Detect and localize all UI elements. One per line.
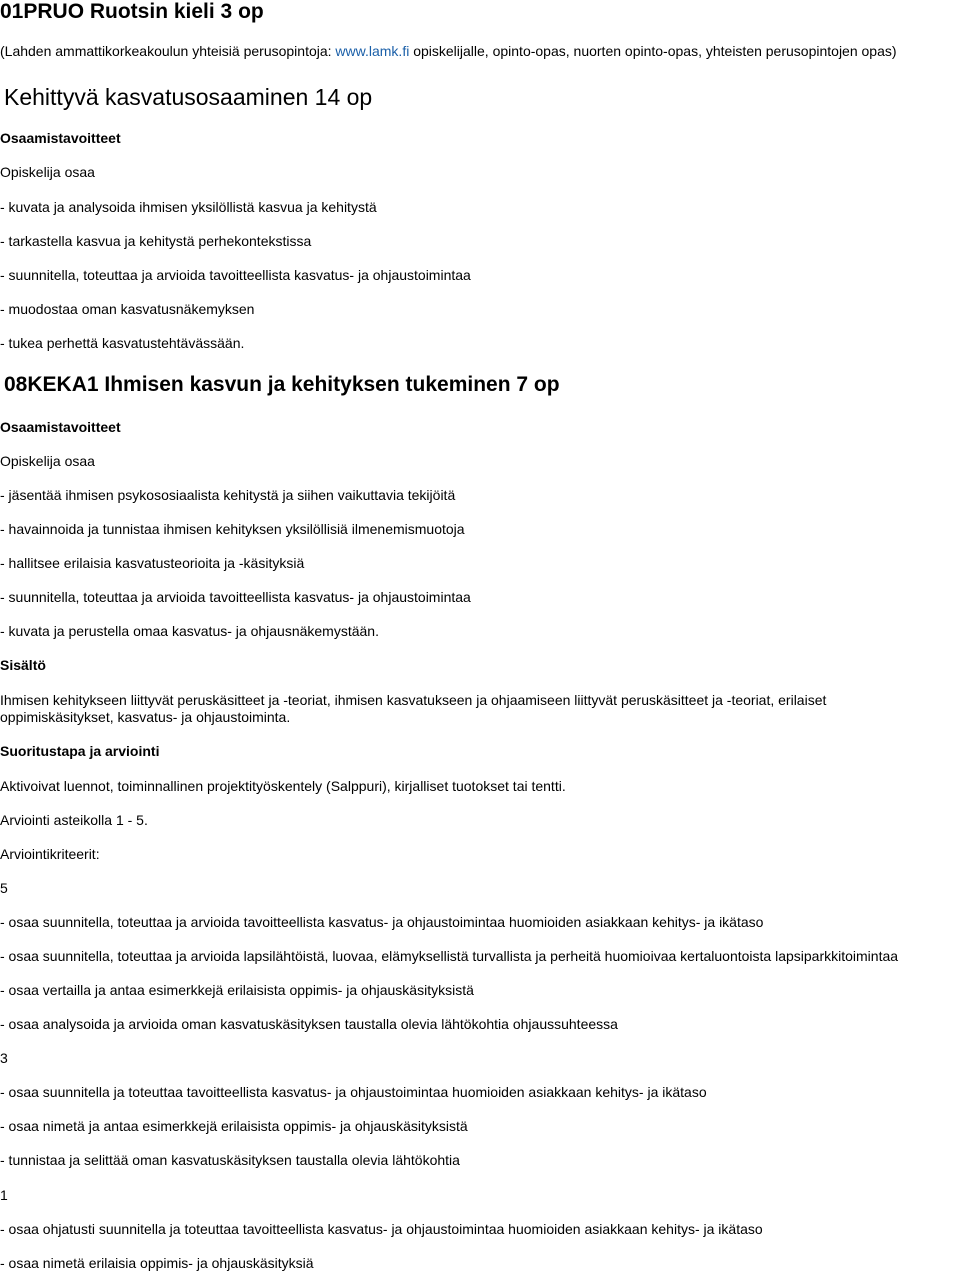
course-title: 01PRUO Ruotsin kieli 3 op bbox=[0, 0, 264, 23]
list-item: - suunnitella, toteuttaa ja arvioida tavoitteellista kasvatus- ja ohjaustoimintaa bbox=[0, 589, 471, 605]
criteria-item: - osaa ohjatusti suunnitella ja toteuttaa tavoitteellista kasvatus- ja ohjaustoimintaa huomioiden asiakkaan kehitys- ja ikätaso bbox=[0, 1221, 763, 1237]
list-item: - hallitsee erilaisia kasvatusteorioita ja -käsityksiä bbox=[0, 555, 305, 571]
list-item: - muodostaa oman kasvatusnäkemyksen bbox=[0, 301, 255, 317]
criteria-item: - osaa vertailla ja antaa esimerkkejä erilaisista oppimis- ja ohjauskäsityksistä bbox=[0, 982, 474, 998]
course-note-suffix: opiskelijalle, opinto-opas, nuorten opinto-opas, yhteisten perusopintojen opas) bbox=[409, 43, 897, 59]
criteria-item: - osaa analysoida ja arvioida oman kasvatuskäsityksen taustalla olevia lähtökohtia ohjaussuhteessa bbox=[0, 1016, 618, 1032]
list-item: - tukea perhettä kasvatustehtävässään. bbox=[0, 335, 245, 351]
goals-intro: Opiskelija osaa bbox=[0, 453, 95, 469]
lamk-link[interactable]: www.lamk.fi bbox=[335, 43, 410, 59]
list-item: - havainnoida ja tunnistaa ihmisen kehityksen yksilöllisiä ilmenemismuotoja bbox=[0, 521, 465, 537]
section-title: Kehittyvä kasvatusosaaminen 14 op bbox=[4, 84, 373, 110]
course-title: 08KEKA1 Ihmisen kasvun ja kehityksen tukeminen 7 op bbox=[4, 373, 560, 396]
method-heading: Suoritustapa ja arviointi bbox=[0, 743, 160, 759]
list-item: - tarkastella kasvua ja kehitystä perhekontekstissa bbox=[0, 233, 312, 249]
list-item: - suunnitella, toteuttaa ja arvioida tavoitteellista kasvatus- ja ohjaustoimintaa bbox=[0, 267, 471, 283]
criteria-item: - tunnistaa ja selittää oman kasvatuskäsityksen taustalla olevia lähtökohtia bbox=[0, 1152, 460, 1168]
list-item: - kuvata ja perustella omaa kasvatus- ja ohjausnäkemystään. bbox=[0, 623, 379, 639]
criteria-item: - osaa nimetä ja antaa esimerkkejä erilaisista oppimis- ja ohjauskäsityksistä bbox=[0, 1118, 468, 1134]
content-text: Ihmisen kehitykseen liittyvät peruskäsitteet ja -teoriat, ihmisen kasvatukseen ja ohjaamiseen liittyvät peruskäsitteet ja -teoriat, erilaiset oppimiskäsitykset, kasvatus- ja ohjaustoiminta. bbox=[0, 692, 827, 725]
method-text: Aktivoivat luennot, toiminnallinen projektityöskentely (Salppuri), kirjalliset tuotokset tai tentti. bbox=[0, 778, 566, 794]
criteria-label: Arviointikriteerit: bbox=[0, 846, 100, 862]
criteria-item: - osaa suunnitella, toteuttaa ja arvioida lapsilähtöistä, luovaa, elämyksellistä turvallista ja perheitä huomioivaa kertaluontoista lapsiparkkitoimintaa bbox=[0, 948, 899, 964]
list-item: - kuvata ja analysoida ihmisen yksilöllistä kasvua ja kehitystä bbox=[0, 199, 377, 215]
grade-label: 1 bbox=[0, 1187, 8, 1203]
goals-intro: Opiskelija osaa bbox=[0, 164, 95, 180]
list-item: - jäsentää ihmisen psykososiaalista kehitystä ja siihen vaikuttavia tekijöitä bbox=[0, 487, 456, 503]
content-heading: Sisältö bbox=[0, 657, 46, 673]
criteria-item: - osaa nimetä erilaisia oppimis- ja ohjauskäsityksiä bbox=[0, 1255, 314, 1271]
criteria-item: - osaa suunnitella ja toteuttaa tavoitteellista kasvatus- ja ohjaustoimintaa huomioiden asiakkaan kehitys- ja ikätaso bbox=[0, 1084, 707, 1100]
criteria-item: - osaa suunnitella, toteuttaa ja arvioida tavoitteellista kasvatus- ja ohjaustoimintaa huomioiden asiakkaan kehitys- ja ikätaso bbox=[0, 914, 764, 930]
grade-label: 3 bbox=[0, 1050, 8, 1066]
goals-heading: Osaamistavoitteet bbox=[0, 419, 121, 435]
course-note bbox=[0, 43, 897, 60]
grade-label: 5 bbox=[0, 880, 8, 896]
goals-heading: Osaamistavoitteet bbox=[0, 130, 121, 146]
course-note-prefix: (Lahden ammattikorkeakoulun yhteisiä perusopintoja: bbox=[0, 43, 336, 59]
scale-text: Arviointi asteikolla 1 - 5. bbox=[0, 812, 148, 828]
